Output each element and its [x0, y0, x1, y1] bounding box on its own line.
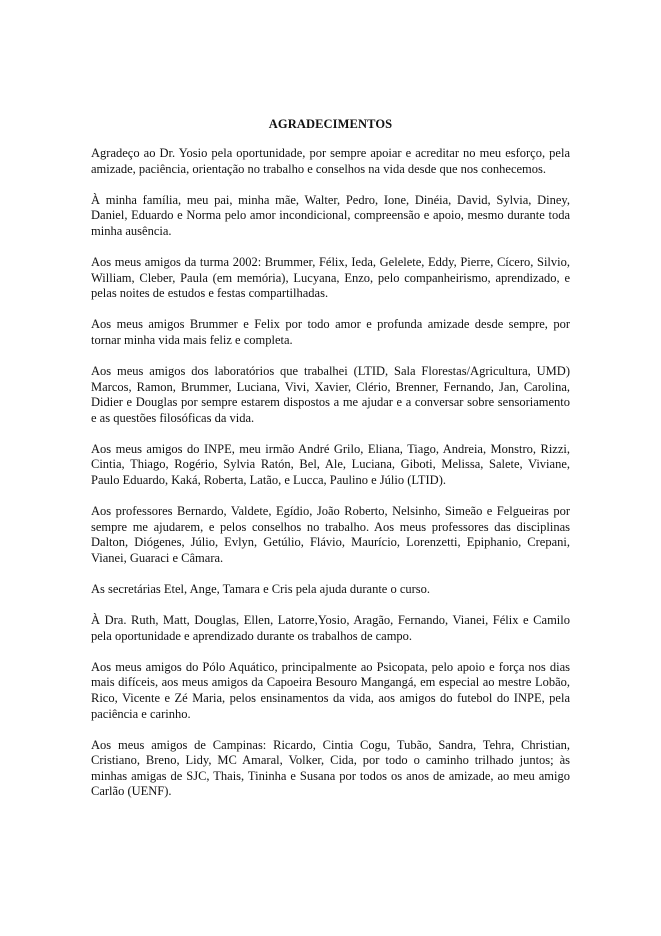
- paragraph-secretaries: As secretárias Etel, Ange, Tamara e Cris pela ajuda durante o curso.: [91, 581, 431, 596]
- paragraph-family: À minha família, meu pai, minha mãe, Walter, Pedro, Ione, Dinéia, David, Sylvia, Diney, Daniel, Eduardo e Norma pelo amor incondicional, compreensão e apoio, mesmo durante toda minha ausência.: [91, 192, 570, 238]
- paragraph-professors: Aos professores Bernardo, Valdete, Egídio, João Roberto, Nelsinho, Simeão e Felgueiras por sempre me ajudarem, e pelos conselhos no trabalho. Aos meus professores das disciplinas Dalton, Diógenes, Júlio, Evlyn, Getúlio, Flávio, Maurício, Lorenzetti, Epiphanio, Crepani, Vianei, Guaraci e Câmara.: [91, 504, 570, 565]
- paragraph-advisor: Agradeço ao Dr. Yosio pela oportunidade, por sempre apoiar e acreditar no meu esforço, pela amizade, paciência, orientação no trabalho e conselhos na vida desde que nos conhecemos.: [91, 146, 570, 176]
- paragraph-campinas: Aos meus amigos de Campinas: Ricardo, Cintia Cogu, Tubão, Sandra, Tehra, Christian, Cristiano, Breno, Lidy, MC Amaral, Volker, Cida, por todo o caminho trilhado juntos; às minhas amigas de SJC, Thais, Tininha e Susana por todos os anos de amizade, ao meu amigo Carlão (UENF).: [91, 737, 570, 799]
- acknowledgements-body: [91, 146, 570, 816]
- paragraph-inpe-friends: Aos meus amigos do INPE, meu irmão André Grilo, Eliana, Tiago, Andreia, Monstro, Rizzi, Cintia, Thiago, Rogério, Sylvia Ratón, Bel, Ale, Luciana, Giboti, Melissa, Salete, Viviane, Paulo Eduardo, Kaká, Roberta, Latão, e Lucca, Paulino e Júlio (LTID).: [91, 441, 570, 487]
- paragraph-fieldwork: À Dra. Ruth, Matt, Douglas, Ellen, Latorre,Yosio, Aragão, Fernando, Vianei, Félix e Camilo pela oportunidade e aprendizado durante os trabalhos de campo.: [91, 613, 570, 643]
- paragraph-laboratories: Aos meus amigos dos laboratórios que trabalhei (LTID, Sala Florestas/Agricultura, UMD) Marcos, Ramon, Brummer, Luciana, Vivi, Xavier, Clério, Brenner, Fernando, Jan, Carolina, Didier e Douglas por sempre estarem dispostos a me ajudar e a conversar sobre sensoriamento e as questões filosóficas da vida.: [91, 363, 570, 425]
- page-title: AGRADECIMENTOS: [268, 117, 393, 131]
- paragraph-close-friends: Aos meus amigos Brummer e Felix por todo amor e profunda amizade desde sempre, por tornar minha vida mais feliz e completa.: [91, 317, 570, 347]
- paragraph-class-2002: Aos meus amigos da turma 2002: Brummer, Félix, Ieda, Gelelete, Eddy, Pierre, Cícero, Silvio, William, Cleber, Paula (em memória), Lucyana, Enzo, pelo companheirismo, aprendizado, e pelas noites de estudos e festas compartilhadas.: [91, 254, 570, 301]
- paragraph-sports: Aos meus amigos do Pólo Aquático, principalmente ao Psicopata, pelo apoio e força nos dias mais difíceis, aos meus amigos da Capoeira Besouro Mangangá, em especial ao mestre Lobão, Rico, Vicente e Zé Maria, pelos ensinamentos da vida, aos amigos do futebol do INPE, pela paciência e carinho.: [91, 659, 570, 721]
